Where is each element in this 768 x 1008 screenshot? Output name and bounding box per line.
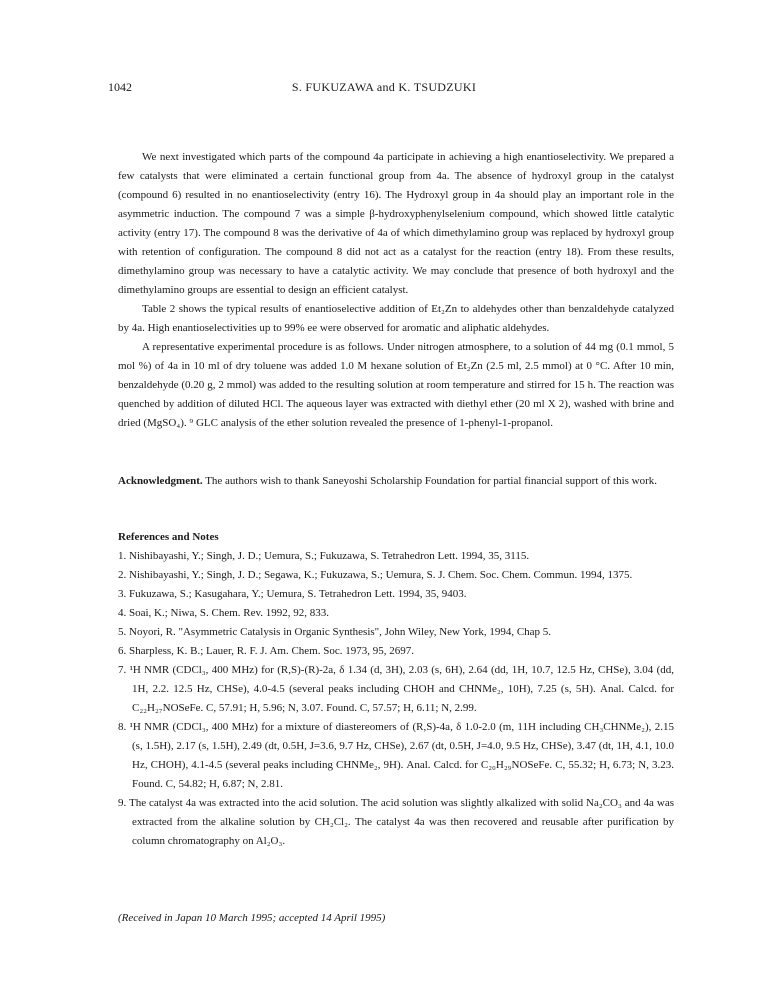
acknowledgment	[118, 472, 674, 491]
paragraph-3: A representative experimental procedure is as follows. Under nitrogen atmosphere, to a solution of 44 mg (0.1 mmol, 5 mol %) of 4a in 10 ml of dry toluene was added 1.0 M hexane solution of Et₂Zn (2.5 ml, 2.5 mmol) at 0 °C. After 10 min, benzaldehyde (0.20 g, 2 mmol) was added to the resulting solution at room temperature and stirred for 15 h. The reaction was quenched by addition of diluted HCl. The aqueous layer was extracted with diethyl ether (20 ml X 2), washed with brine and dried (MgSO₄). ⁹ GLC analysis of the ether solution revealed the presence of 1-phenyl-1-propanol.	[118, 341, 674, 429]
reference-item: 5. Noyori, R. "Asymmetric Catalysis in Organic Synthesis", John Wiley, New York, 1994, Chap 5.	[118, 626, 552, 638]
reference-item: 7. ¹H NMR (CDCl₃, 400 MHz) for (R,S)-(R)-2a, δ 1.34 (d, 3H), 2.03 (s, 6H), 2.64 (dd, 1H, 10.7, 12.5 Hz, CHSe), 3.04 (dd, 1H, 2.2. 12.5 Hz, CHSe), 4.0-4.5 (several peaks including CHOH and CHNMe₂, 10H), 7.25 (s, 5H). Anal. Calcd. for C₂₂H₂₇NOSeFe. C, 57.91; H, 5.96; N, 3.07. Found. C, 57.57; H, 6.11; N, 2.99.	[118, 664, 674, 714]
references	[118, 528, 674, 851]
paragraph-1: We next investigated which parts of the compound 4a participate in achieving a high enantioselectivity. We prepared a few catalysts that were eliminated a certain functional group from 4a. The absence of hydroxyl group in the catalyst (compound 6) resulted in no enantioselectivity (entry 16). The Hydroxyl group in 4a should play an important role in the asymmetric induction. The compound 7 was a simple β-hydroxyphenylselenium compound, which showed little catalytic activity (entry 17). The compound 8 was the derivative of 4a of which dimethylamino group was replaced by hydroxyl group with retention of configuration. The compound 8 did not act as a catalyst for the reaction (entry 18). From these results, dimethylamino group was necessary to have a catalytic activity. We may conclude that presence of both hydroxyl and the dimethylamino groups are essential to design an efficient catalyst.	[118, 151, 674, 296]
page-number: 1042	[108, 80, 132, 94]
reference-item: 1. Nishibayashi, Y.; Singh, J. D.; Uemura, S.; Fukuzawa, S. Tetrahedron Lett. 1994, 35, 3115.	[118, 550, 530, 562]
body-text	[118, 148, 674, 433]
reference-item: 8. ¹H NMR (CDCl₃, 400 MHz) for a mixture of diastereomers of (R,S)-4a, δ 1.0-2.0 (m, 11H including CH₃CHNMe₂), 2.15 (s, 1.5H), 2.17 (s, 1.5H), 2.49 (dt, 0.5H, J=3.6, 9.7 Hz, CHSe), 2.67 (dt, 0.5H, J=4.0, 9.5 Hz, CHSe), 3.47 (dt, 1H, 4.1, 10.0 Hz, CHOH), 4.1-4.5 (several peaks including CHNMe₂, 9H). Anal. Calcd. for C₂₀H₂₉NOSeFe. C, 55.32; H, 6.73; N, 3.23. Found. C, 54.82; H, 6.87; N, 2.81.	[118, 721, 674, 790]
reference-item: 9. The catalyst 4a was extracted into the acid solution. The acid solution was slightly alkalized with solid Na₂CO₃ and 4a was extracted from the alkaline solution by CH₂Cl₂. The catalyst 4a was then recovered and reusable after purification by column chromatography on Al₂O₃.	[118, 797, 674, 847]
acknowledgment-text: The authors wish to thank Saneyoshi Scholarship Foundation for partial financial support of this work.	[202, 475, 658, 487]
running-head: S. FUKUZAWA and K. TSUDZUKI	[291, 80, 477, 94]
paragraph-2: Table 2 shows the typical results of enantioselective addition of Et₂Zn to aldehydes other than benzaldehyde catalyzed by 4a. High enantioselectivities up to 99% ee were observed for aromatic and aliphatic aldehydes.	[118, 303, 674, 334]
reference-item: 4. Soai, K.; Niwa, S. Chem. Rev. 1992, 92, 833.	[118, 607, 330, 619]
page-header	[108, 80, 660, 96]
received-note: (Received in Japan 10 March 1995; accepted 14 April 1995)	[118, 912, 386, 924]
reference-list	[118, 547, 674, 851]
references-heading: References and Notes	[118, 531, 219, 543]
acknowledgment-paragraph	[118, 472, 674, 491]
acknowledgment-label: Acknowledgment.	[118, 475, 203, 487]
reference-item: 6. Sharpless, K. B.; Lauer, R. F. J. Am. Chem. Soc. 1973, 95, 2697.	[118, 645, 414, 657]
reference-item: 2. Nishibayashi, Y.; Singh, J. D.; Segawa, K.; Fukuzawa, S.; Uemura, S. J. Chem. Soc. Chem. Commun. 1994, 1375.	[118, 569, 633, 581]
reference-item: 3. Fukuzawa, S.; Kasugahara, Y.; Uemura, S. Tetrahedron Lett. 1994, 35, 9403.	[118, 588, 467, 600]
